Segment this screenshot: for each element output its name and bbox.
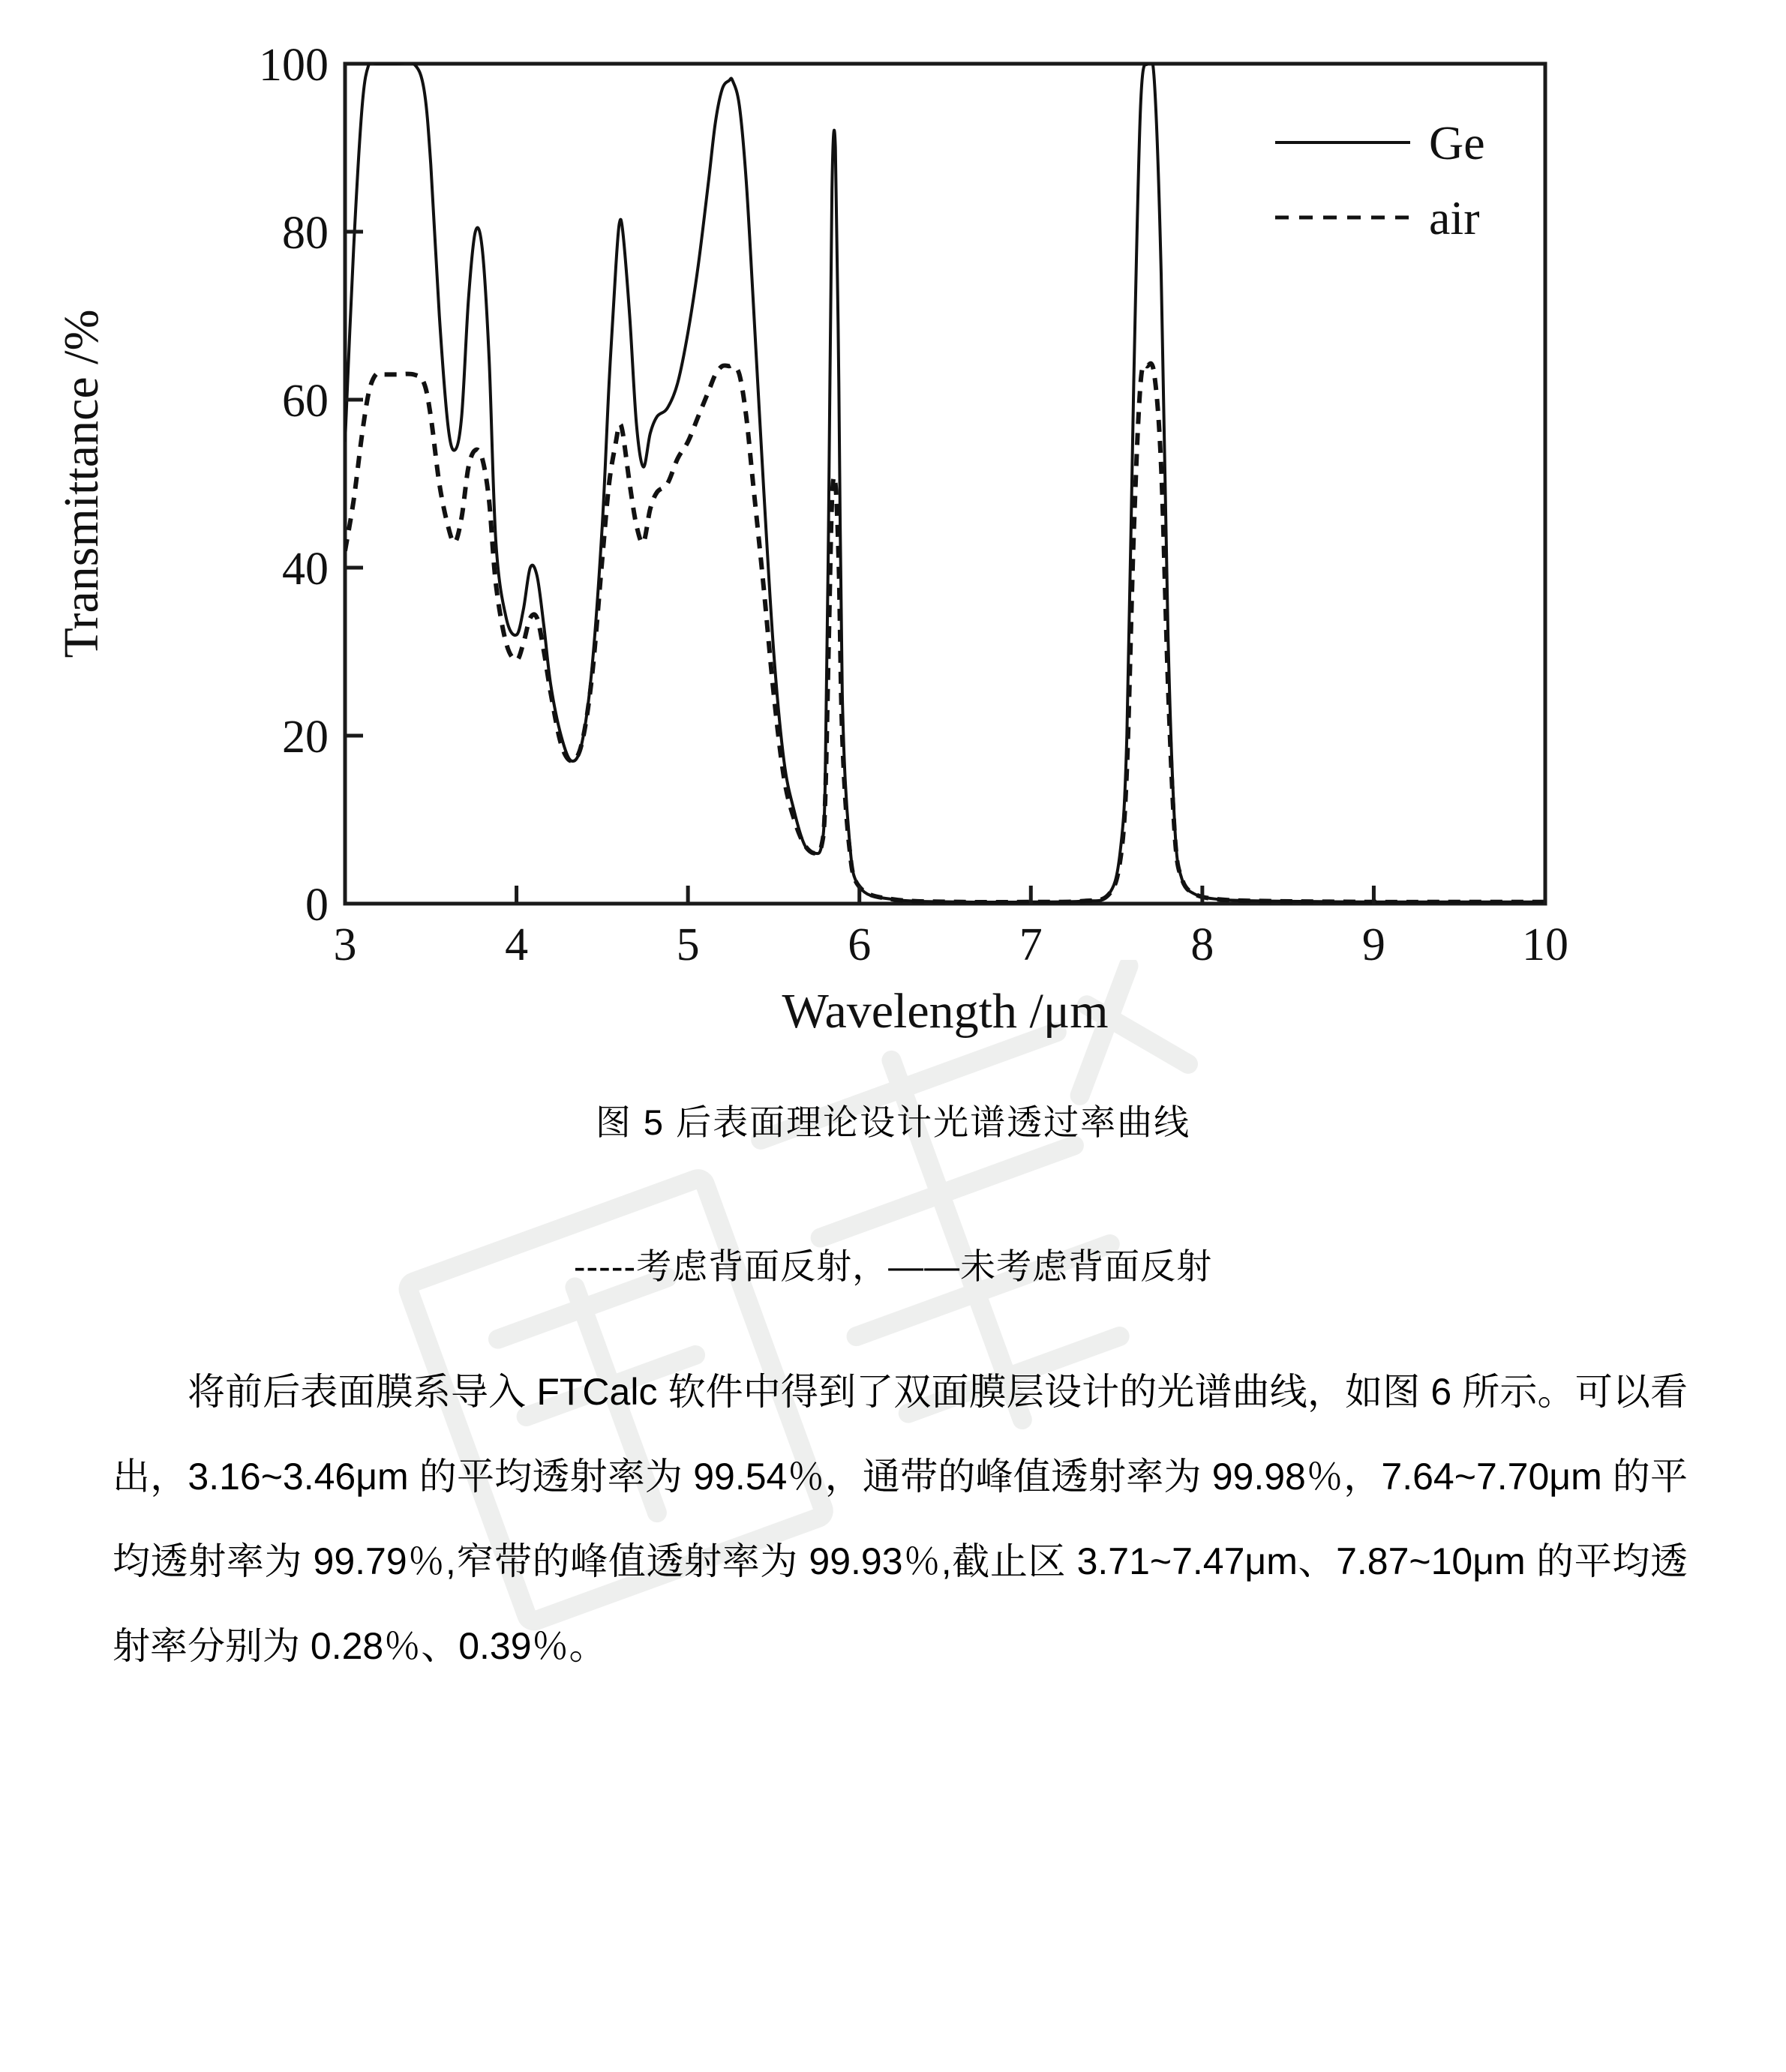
body-paragraph: 将前后表面膜系导入 FTCalc 软件中得到了双面膜层设计的光谱曲线，如图 6 所示。可以看出，3.16~3.46μm 的平均透射率为 99.54％，通带的峰值透射率为 99.98％，7.64~7.70μm 的平均透射率为 99.79％,窄带的峰值透射率为 99.93％,截止区 3.71~7.47μm、7.87~10μm 的平均透射率分别为 0.28％、0.39％。 [113, 1371, 1688, 1667]
figure-caption-legend: -----考虑背面反射，——未考虑背面反射 [573, 1246, 1213, 1286]
y-tick-label: 60 [282, 376, 329, 427]
x-axis-label: Wavelength /μm [782, 984, 1109, 1039]
y-tick-label: 100 [259, 40, 329, 91]
x-tick-label: 7 [1019, 919, 1043, 970]
y-tick-label: 40 [282, 544, 329, 595]
x-tick-label: 10 [1522, 919, 1568, 970]
legend-label-air: air [1429, 191, 1480, 244]
x-tick-label: 9 [1361, 919, 1385, 970]
x-tick-label: 4 [505, 919, 529, 970]
y-axis-label: Transmittance /% [54, 309, 109, 658]
y-tick-label: 20 [282, 712, 329, 763]
x-tick-label: 8 [1190, 919, 1214, 970]
y-tick-label: 80 [282, 208, 329, 259]
x-tick-label: 3 [333, 919, 357, 970]
y-tick-label: 0 [305, 880, 329, 931]
x-tick-label: 6 [848, 919, 872, 970]
body-paragraph-container [113, 1350, 1688, 1689]
figure-caption-title: 图 5 后表面理论设计光谱透过率曲线 [595, 1102, 1191, 1142]
legend-label-ge: Ge [1429, 116, 1485, 169]
x-tick-label: 5 [676, 919, 700, 970]
